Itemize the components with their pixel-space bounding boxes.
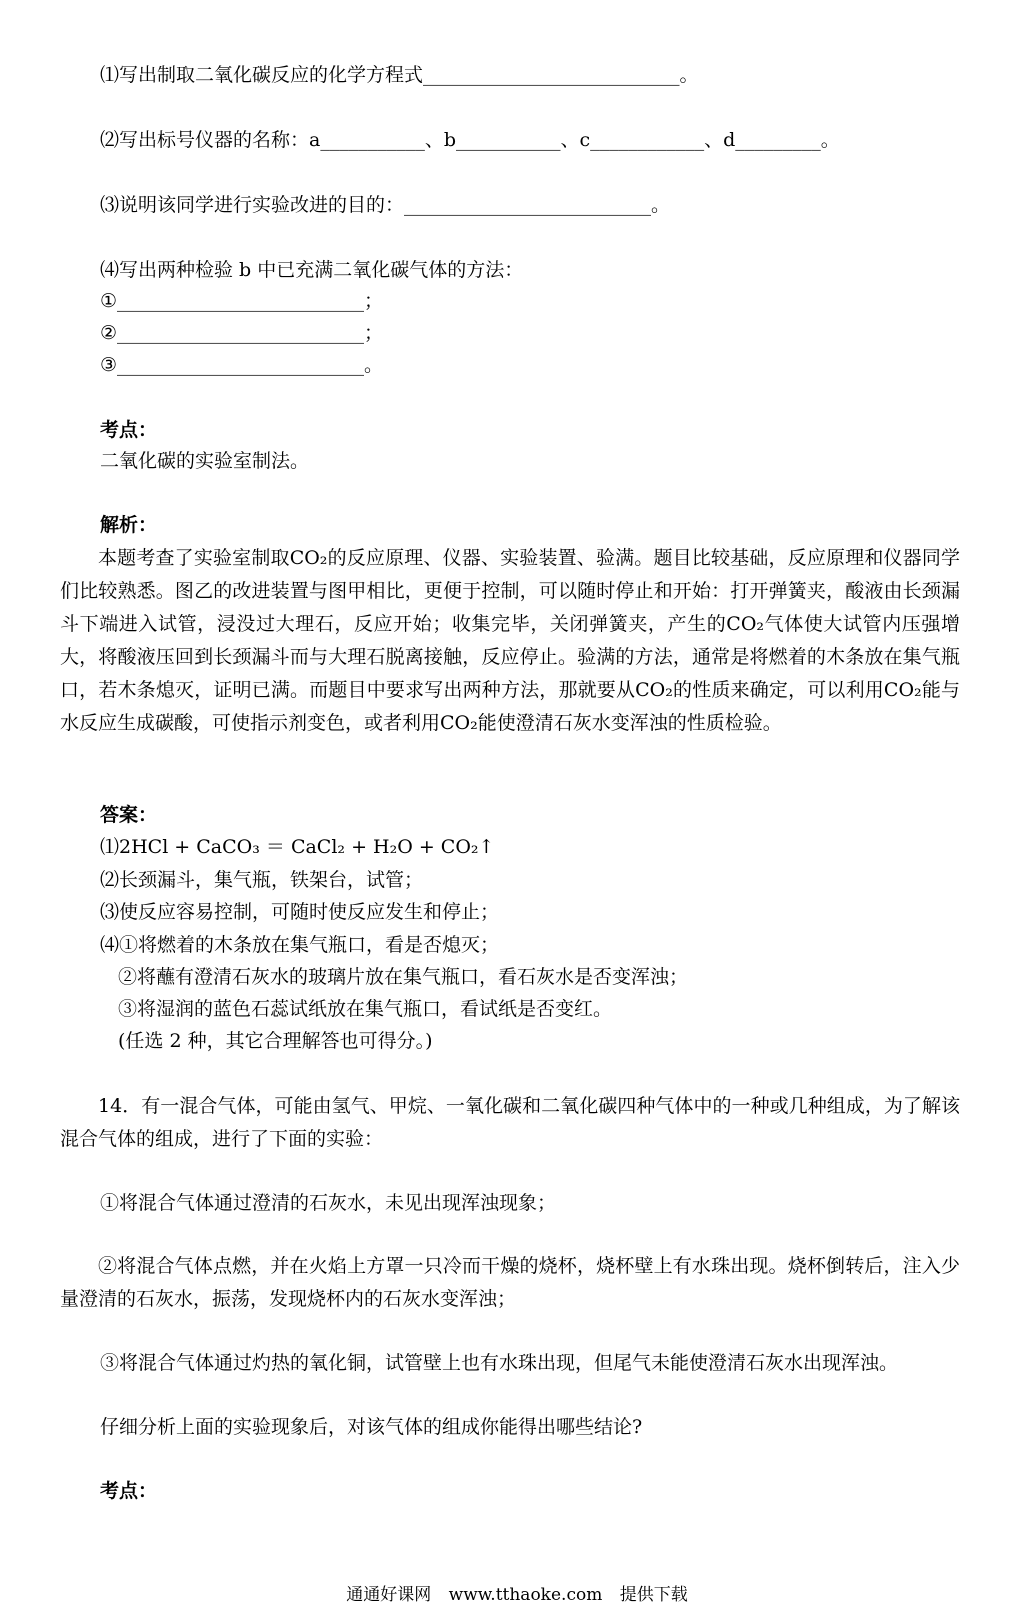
page-footer [0, 1582, 1034, 1608]
footer-site-name: 通通好课网 [346, 1585, 432, 1605]
jiexi-heading: 解析： [100, 514, 158, 536]
question-4-blank-2: ②__________________________； [100, 322, 384, 344]
question-2: ⑵写出标号仪器的名称：a___________、b___________、c____________、d_________。 [100, 129, 840, 151]
answer-note: (任选 2 种，其它合理解答也可得分。) [118, 1030, 433, 1052]
footer-url[interactable]: www.tthaoke.com [448, 1585, 603, 1605]
question-14-step-3: ③将混合气体通过灼热的氧化铜，试管壁上也有水珠出现，但尾气未能使澄清石灰水出现浑浊。 [100, 1352, 899, 1374]
question-14-step-1: ①将混合气体通过澄清的石灰水，未见出现浑浊现象； [100, 1192, 557, 1214]
answer-4-3: ③将湿润的蓝色石蕊试纸放在集气瓶口，看试纸是否变红。 [118, 998, 613, 1020]
question-4-blank-3: ③__________________________。 [100, 354, 384, 376]
jiexi-text: 本题考查了实验室制取CO₂的反应原理、仪器、实验装置、验满。题目比较基础，反应原理和仪器同学们比较熟悉。图乙的改进装置与图甲相比，更便于控制，可以随时停止和开始：打开弹簧夹，酸液由长颈漏斗下端进入试管，浸没过大理石，反应开始；收集完毕，关闭弹簧夹，产生的CO₂气体使大试管内压强增大，将酸液压回到长颈漏斗而与大理石脱离接触，反应停止。验满的方法，通常是将燃着的木条放在集气瓶口，若木条熄灭，证明已满。而题目中要求写出两种方法，那就要从CO₂的性质来确定，可以利用CO₂能与水反应生成碳酸，可使指示剂变色，或者利用CO₂能使澄清石灰水变浑浊的性质检验。 [60, 547, 960, 734]
answer-4-1: ⑷①将燃着的木条放在集气瓶口，看是否熄灭； [100, 934, 500, 956]
question-4-blank-1: ①__________________________； [100, 290, 384, 312]
daan-heading: 答案： [100, 804, 158, 826]
footer-suffix: 提供下载 [619, 1585, 688, 1605]
question-14-kaodian-heading: 考点： [100, 1480, 158, 1502]
answer-1: ⑴2HCl + CaCO₃ ＝ CaCl₂ + H₂O + CO₂↑ [100, 836, 495, 858]
answer-4-2: ②将蘸有澄清石灰水的玻璃片放在集气瓶口，看石灰水是否变浑浊； [118, 966, 689, 988]
question-3: ⑶说明该同学进行实验改进的目的：__________________________。 [100, 194, 671, 216]
answer-2: ⑵长颈漏斗，集气瓶，铁架台，试管； [100, 869, 424, 891]
question-1: ⑴写出制取二氧化碳反应的化学方程式___________________________。 [100, 64, 699, 86]
question-14-prompt: 仔细分析上面的实验现象后，对该气体的组成你能得出哪些结论? [100, 1416, 643, 1438]
question-14-step-2: ②将混合气体点燃，并在火焰上方罩一只冷而干燥的烧杯，烧杯壁上有水珠出现。烧杯倒转后，注入少量澄清的石灰水，振荡，发现烧杯内的石灰水变浑浊； [60, 1255, 960, 1310]
question-4: ⑷写出两种检验 b 中已充满二氧化碳气体的方法： [100, 259, 524, 281]
kaodian-text: 二氧化碳的实验室制法。 [100, 450, 310, 472]
kaodian-heading: 考点： [100, 419, 158, 441]
question-14-intro: 14．有一混合气体，可能由氢气、甲烷、一氧化碳和二氧化碳四种气体中的一种或几种组成，为了解该混合气体的组成，进行了下面的实验： [60, 1095, 960, 1150]
answer-3: ⑶使反应容易控制，可随时使反应发生和停止； [100, 901, 500, 923]
